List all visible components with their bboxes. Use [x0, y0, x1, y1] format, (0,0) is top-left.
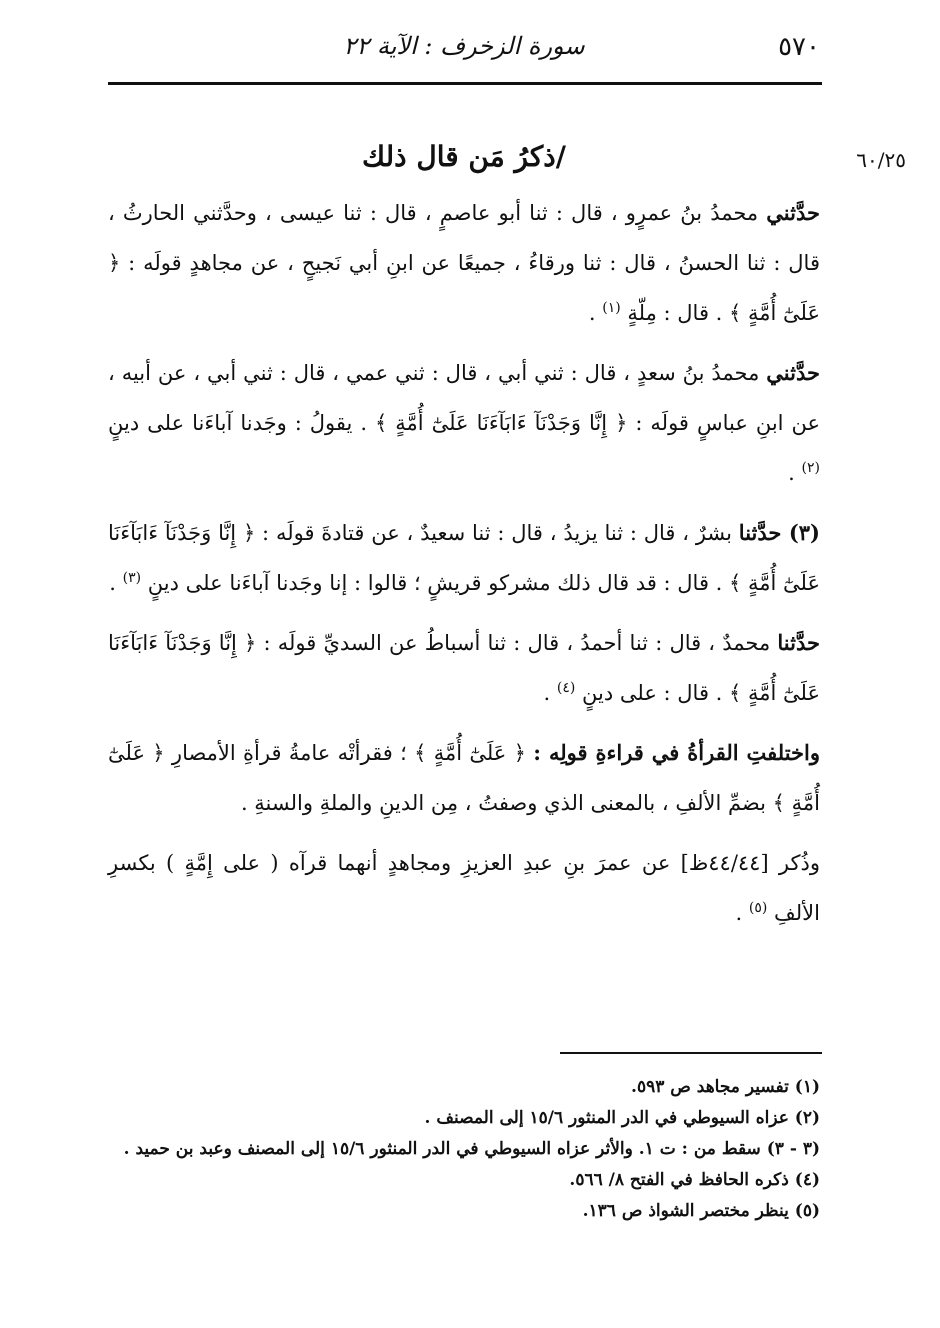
- running-title: سورة الزخرف : الآية ٢٢: [343, 32, 585, 60]
- margin-reference: ٦٠/٢٥: [856, 148, 906, 172]
- paragraph-text: وذُكر [٤٤/٤٤ظ] عن عمرَ بنِ عبدِ العزيزِ ومجاهدٍ أنهما قرآه ( على إِمَّةٍ ) بكسرِ الألفِ: [108, 851, 821, 925]
- paragraph: [108, 728, 820, 828]
- paragraph: [108, 838, 820, 938]
- paragraph-end: .: [109, 571, 116, 595]
- paragraph-lead: حدَّثني: [766, 200, 820, 225]
- footnote: (٣ - ٣) سقط من : ت ١. والأثر عزاه السيوطي في الدر المنثور ١٥/٦ إلى المصنف وعبد بن حميد .: [123, 1139, 820, 1159]
- paragraph: [108, 348, 820, 498]
- footnote-marker: (٤): [556, 680, 576, 696]
- footnote: (٢) عزاه السيوطي في الدر المنثور ١٥/٦ إلى المصنف .: [424, 1108, 820, 1128]
- paragraph-text: بشرٌ ، قال : ثنا يزيدُ ، قال : ثنا سعيدٌ ، عن قتادةَ قولَه : ﴿ إِنَّا وَجَدْنَآ ءَابَآءَنَا عَلَىٰٓ أُمَّةٍ ﴾ . قال : قد قال ذلك مشركو قريشٍ ؛ قالوا : إنا وجَدنا آباءَنا على دينٍ: [108, 521, 820, 595]
- footnote: (١) تفسير مجاهد ص ٥٩٣.: [631, 1077, 820, 1097]
- paragraph: [108, 618, 820, 718]
- paragraph-end: .: [788, 461, 795, 485]
- footnote-marker: (٢): [801, 460, 820, 476]
- footnote-marker: (٣): [122, 570, 142, 586]
- paragraph-text: محمدُ بنُ عمرٍو ، قال : ثنا أبو عاصمٍ ، قال : ثنا عيسى ، وحدَّثني الحارثُ ، قال : ثنا الحسنُ ، قال : ثنا ورقاءُ ، جميعًا عن ابنِ أبي نَجيحٍ ، عن مجاهدٍ قولَه : ﴿ عَلَىٰٓ أُمَّةٍ ﴾ . قال : مِلّةٍ: [108, 201, 820, 325]
- page-number: ٥٧٠: [778, 32, 820, 62]
- footnote: (٥) ينظر مختصر الشواذ ص ١٣٦.: [582, 1201, 820, 1221]
- paragraph-text: محمدٌ ، قال : ثنا أحمدُ ، قال : ثنا أسباطُ عن السديِّ قولَه : ﴿ إِنَّا وَجَدْنَآ ءَابَآءَنَا عَلَىٰٓ أُمَّةٍ ﴾ . قال : على دينٍ: [108, 631, 820, 705]
- paragraph-lead: حدَّثني: [766, 360, 820, 385]
- paragraph-end: .: [543, 681, 551, 705]
- paragraph: [108, 508, 820, 608]
- paragraph-text: ﴿ عَلَىٰٓ أُمَّةٍ ﴾ ؛ فقرأتْه عامةُ قرأةِ الأمصارِ ﴿ عَلَىٰٓ أُمَّةٍ ﴾ بضمِّ الألفِ ، بالمعنى الذي وصفتُ ، مِن الدينِ والملةِ والسنةِ .: [108, 741, 820, 815]
- paragraph-lead: (٣) حدَّثنا: [738, 520, 820, 545]
- paragraph: [108, 188, 820, 338]
- paragraph-end: .: [735, 901, 743, 925]
- paragraph-lead: حدَّثنا: [777, 630, 820, 655]
- footnote-rule: [560, 1052, 822, 1054]
- footnote: (٤) ذكره الحافظ في الفتح ٨/ ٥٦٦.: [569, 1170, 820, 1190]
- header-rule: [108, 82, 822, 85]
- paragraph-lead: واختلفتِ القرأةُ في قراءةِ قولِه :: [533, 740, 820, 765]
- footnotes: [108, 1072, 820, 1227]
- page-header: [108, 28, 820, 68]
- section-heading: /ذكرُ مَن قال ذلك: [362, 140, 566, 173]
- footnote-marker: (١): [602, 300, 621, 316]
- footnote-marker: (٥): [748, 900, 768, 916]
- main-text: [108, 188, 820, 948]
- paragraph-end: .: [588, 301, 596, 325]
- paragraph-text: محمدُ بنُ سعدٍ ، قال : ثني أبي ، قال : ثني عمي ، قال : ثني أبي ، عن أبيه ، عن ابنِ عباسٍ قولَه : ﴿ إِنَّا وَجَدْنَآ ءَابَآءَنَا عَلَىٰٓ أُمَّةٍ ﴾ . يقولُ : وجَدنا آباءَنا على دينٍ: [108, 361, 820, 435]
